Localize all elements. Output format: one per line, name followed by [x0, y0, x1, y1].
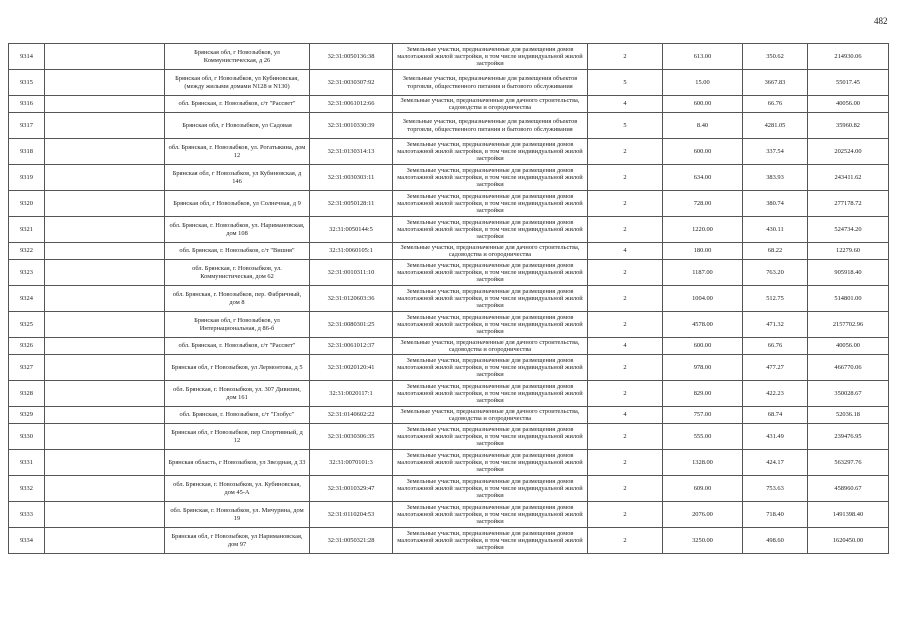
cadastral-value-cell: 524734.20	[808, 217, 889, 243]
land-use-cell: Земельные участки, предназначенные для размещения домов малоэтажной жилой застройки, в том числе индивидуальной жилой застройки	[393, 502, 588, 528]
table-row	[9, 44, 889, 70]
cadastral-value-cell: 40056.00	[808, 338, 889, 355]
address-cell: Брянская область, г Новозыбков, ул Звездная, д 33	[165, 450, 310, 476]
cadastral-number-cell: 32:31:0010329:47	[310, 476, 393, 502]
row-spacer	[45, 70, 165, 96]
group-cell: 2	[588, 476, 663, 502]
cadastral-value-cell: 40056.00	[808, 96, 889, 113]
unit-value-cell: 753.63	[743, 476, 808, 502]
cadastral-number-cell: 32:31:0020120:41	[310, 355, 393, 381]
cadastral-value-cell: 1491398.40	[808, 502, 889, 528]
area-cell: 1187.00	[663, 260, 743, 286]
address-cell: Брянская обл, г Новозыбков, ул Кубиновская, д 146	[165, 165, 310, 191]
row-number: 9327	[9, 355, 45, 381]
area-cell: 609.00	[663, 476, 743, 502]
unit-value-cell: 422.23	[743, 381, 808, 407]
area-cell: 4578.00	[663, 312, 743, 338]
address-cell: Брянская обл, г Новозыбков, ул Интернациональная, д 86-б	[165, 312, 310, 338]
area-cell: 1220.00	[663, 217, 743, 243]
row-number: 9314	[9, 44, 45, 70]
unit-value-cell: 424.17	[743, 450, 808, 476]
row-spacer	[45, 139, 165, 165]
unit-value-cell: 66.76	[743, 338, 808, 355]
row-spacer	[45, 528, 165, 554]
cadastral-value-cell: 563297.76	[808, 450, 889, 476]
table-row	[9, 407, 889, 424]
land-use-cell: Земельные участки, предназначенные для размещения домов малоэтажной жилой застройки, в том числе индивидуальной жилой застройки	[393, 476, 588, 502]
land-use-cell: Земельные участки, предназначенные для размещения домов малоэтажной жилой застройки, в том числе индивидуальной жилой застройки	[393, 312, 588, 338]
unit-value-cell: 66.76	[743, 96, 808, 113]
row-spacer	[45, 381, 165, 407]
land-use-cell: Земельные участки, предназначенные для размещения домов малоэтажной жилой застройки, в том числе индивидуальной жилой застройки	[393, 355, 588, 381]
area-cell: 3250.00	[663, 528, 743, 554]
group-cell: 2	[588, 44, 663, 70]
table-row	[9, 450, 889, 476]
table-row	[9, 217, 889, 243]
cadastral-number-cell: 32:31:0060105:1	[310, 243, 393, 260]
cadastral-value-cell: 514801.00	[808, 286, 889, 312]
address-cell: Брянская обл, г Новозыбков, пер Спортивный, д 12	[165, 424, 310, 450]
row-spacer	[45, 191, 165, 217]
row-number: 9322	[9, 243, 45, 260]
table-row	[9, 355, 889, 381]
table-row	[9, 338, 889, 355]
address-cell: обл. Брянская, г. Новозыбков, ул. Рогатыкина, дом 12	[165, 139, 310, 165]
table-row	[9, 381, 889, 407]
address-cell: Брянская обл, г Новозыбков, ул Садовая	[165, 113, 310, 139]
area-cell: 600.00	[663, 96, 743, 113]
land-use-cell: Земельные участки, предназначенные для дачного строительства, садоводства и огородничества	[393, 96, 588, 113]
group-cell: 2	[588, 312, 663, 338]
land-use-cell: Земельные участки, предназначенные для размещения домов малоэтажной жилой застройки, в том числе индивидуальной жилой застройки	[393, 191, 588, 217]
row-number: 9319	[9, 165, 45, 191]
address-cell: обл. Брянская, г. Новозыбков, с/т "Вишня"	[165, 243, 310, 260]
address-cell: обл. Брянская, г. Новозыбков, с/т "Глобус"	[165, 407, 310, 424]
cadastral-number-cell: 32:31:0050136:38	[310, 44, 393, 70]
unit-value-cell: 430.11	[743, 217, 808, 243]
row-spacer	[45, 217, 165, 243]
row-spacer	[45, 355, 165, 381]
land-use-cell: Земельные участки, предназначенные для размещения домов малоэтажной жилой застройки, в том числе индивидуальной жилой застройки	[393, 450, 588, 476]
land-use-cell: Земельные участки, предназначенные для размещения домов малоэтажной жилой застройки, в том числе индивидуальной жилой застройки	[393, 528, 588, 554]
row-number: 9331	[9, 450, 45, 476]
cadastral-value-cell: 243411.62	[808, 165, 889, 191]
address-cell: Брянская обл, г Новозыбков, ул Солнечная, д 9	[165, 191, 310, 217]
table-row	[9, 113, 889, 139]
address-cell: обл. Брянская, г. Новозыбков, с/т "Рассвет"	[165, 96, 310, 113]
group-cell: 2	[588, 165, 663, 191]
land-use-cell: Земельные участки, предназначенные для размещения домов малоэтажной жилой застройки, в том числе индивидуальной жилой застройки	[393, 165, 588, 191]
land-use-cell: Земельные участки, предназначенные для размещения объектов торговли, общественного питания и бытового обслуживания	[393, 70, 588, 96]
land-use-cell: Земельные участки, предназначенные для размещения домов малоэтажной жилой застройки, в том числе индивидуальной жилой застройки	[393, 139, 588, 165]
unit-value-cell: 3667.83	[743, 70, 808, 96]
area-cell: 180.00	[663, 243, 743, 260]
row-spacer	[45, 243, 165, 260]
address-cell: Брянская обл, г Новозыбков, ул Кубиновская, (между жилыми домами N128 и N130)	[165, 70, 310, 96]
cadastral-value-cell: 52036.18	[808, 407, 889, 424]
cadastral-number-cell: 32:31:0030303:11	[310, 165, 393, 191]
address-cell: Брянская обл, г Новозыбков, ул Наримановская, дом 97	[165, 528, 310, 554]
unit-value-cell: 512.75	[743, 286, 808, 312]
row-number: 9329	[9, 407, 45, 424]
cadastral-number-cell: 32:31:0020117:1	[310, 381, 393, 407]
cadastral-number-cell: 32:31:0030306:35	[310, 424, 393, 450]
unit-value-cell: 431.49	[743, 424, 808, 450]
table-row	[9, 243, 889, 260]
row-number: 9330	[9, 424, 45, 450]
cadastral-value-cell: 2157702.96	[808, 312, 889, 338]
cadastral-value-cell: 1620450.00	[808, 528, 889, 554]
group-cell: 5	[588, 113, 663, 139]
land-use-cell: Земельные участки, предназначенные для размещения домов малоэтажной жилой застройки, в том числе индивидуальной жилой застройки	[393, 424, 588, 450]
row-number: 9320	[9, 191, 45, 217]
address-cell: обл. Брянская, г. Новозыбков, ул. Коммунистическая, дом 62	[165, 260, 310, 286]
table-row	[9, 139, 889, 165]
group-cell: 2	[588, 424, 663, 450]
address-cell: обл. Брянская, г. Новозыбков, ул. Мичурина, дом 19	[165, 502, 310, 528]
group-cell: 2	[588, 217, 663, 243]
row-number: 9326	[9, 338, 45, 355]
address-cell: обл. Брянская, г. Новозыбков, ул. 307 Дивизии, дом 161	[165, 381, 310, 407]
land-use-cell: Земельные участки, предназначенные для размещения домов малоэтажной жилой застройки, в том числе индивидуальной жилой застройки	[393, 44, 588, 70]
row-number: 9334	[9, 528, 45, 554]
area-cell: 8.40	[663, 113, 743, 139]
group-cell: 4	[588, 338, 663, 355]
address-cell: Брянская обл, г Новозыбков, ул Коммунистическая, д 26	[165, 44, 310, 70]
row-number: 9317	[9, 113, 45, 139]
cadastral-value-cell: 35960.82	[808, 113, 889, 139]
address-cell: обл. Брянская, г. Новозыбков, с/т "Рассвет"	[165, 338, 310, 355]
address-cell: обл. Брянская, г. Новозыбков, ул. Наримановская, дом 108	[165, 217, 310, 243]
cadastral-value-cell: 458960.67	[808, 476, 889, 502]
row-spacer	[45, 407, 165, 424]
cadastral-value-cell: 214930.06	[808, 44, 889, 70]
cadastral-number-cell: 32:31:0030307:92	[310, 70, 393, 96]
land-use-cell: Земельные участки, предназначенные для дачного строительства, садоводства и огородничества	[393, 338, 588, 355]
cadastral-number-cell: 32:31:0061012:66	[310, 96, 393, 113]
address-cell: обл. Брянская, г. Новозыбков, пер. Фабричный, дом 8	[165, 286, 310, 312]
unit-value-cell: 477.27	[743, 355, 808, 381]
cadastral-number-cell: 32:31:0110204:53	[310, 502, 393, 528]
row-spacer	[45, 338, 165, 355]
cadastral-number-cell: 32:31:0140602:22	[310, 407, 393, 424]
row-number: 9323	[9, 260, 45, 286]
row-spacer	[45, 476, 165, 502]
unit-value-cell: 350.62	[743, 44, 808, 70]
land-use-cell: Земельные участки, предназначенные для размещения домов малоэтажной жилой застройки, в том числе индивидуальной жилой застройки	[393, 286, 588, 312]
unit-value-cell: 383.93	[743, 165, 808, 191]
group-cell: 4	[588, 96, 663, 113]
cadastral-number-cell: 32:31:0080301:25	[310, 312, 393, 338]
row-number: 9324	[9, 286, 45, 312]
area-cell: 600.00	[663, 338, 743, 355]
group-cell: 4	[588, 243, 663, 260]
cadastral-value-cell: 277178.72	[808, 191, 889, 217]
cadastral-value-table	[8, 43, 889, 554]
row-spacer	[45, 286, 165, 312]
cadastral-value-cell: 239476.95	[808, 424, 889, 450]
cadastral-value-cell: 55017.45	[808, 70, 889, 96]
group-cell: 2	[588, 191, 663, 217]
unit-value-cell: 498.60	[743, 528, 808, 554]
row-number: 9321	[9, 217, 45, 243]
unit-value-cell: 471.32	[743, 312, 808, 338]
group-cell: 4	[588, 407, 663, 424]
row-spacer	[45, 96, 165, 113]
area-cell: 634.00	[663, 165, 743, 191]
table-row	[9, 260, 889, 286]
row-spacer	[45, 113, 165, 139]
group-cell: 2	[588, 286, 663, 312]
cadastral-number-cell: 32:31:0130314:13	[310, 139, 393, 165]
cadastral-number-cell: 32:31:0010330:39	[310, 113, 393, 139]
table-row	[9, 476, 889, 502]
area-cell: 1004.00	[663, 286, 743, 312]
area-cell: 757.00	[663, 407, 743, 424]
table-row	[9, 312, 889, 338]
area-cell: 728.00	[663, 191, 743, 217]
address-cell: обл. Брянская, г. Новозыбков, ул. Кубиновская, дом 45-А	[165, 476, 310, 502]
address-cell: Брянская обл, г Новозыбков, ул Лермонтова, д 5	[165, 355, 310, 381]
table-row	[9, 528, 889, 554]
area-cell: 978.00	[663, 355, 743, 381]
table-row	[9, 424, 889, 450]
group-cell: 2	[588, 502, 663, 528]
area-cell: 613.00	[663, 44, 743, 70]
unit-value-cell: 4281.05	[743, 113, 808, 139]
cadastral-value-cell: 905918.40	[808, 260, 889, 286]
cadastral-number-cell: 32:31:0061012:37	[310, 338, 393, 355]
row-number: 9315	[9, 70, 45, 96]
land-use-cell: Земельные участки, предназначенные для размещения домов малоэтажной жилой застройки, в том числе индивидуальной жилой застройки	[393, 260, 588, 286]
row-spacer	[45, 502, 165, 528]
table-row	[9, 502, 889, 528]
cadastral-number-cell: 32:31:0050144:5	[310, 217, 393, 243]
table-row	[9, 96, 889, 113]
cadastral-value-cell: 466770.06	[808, 355, 889, 381]
land-use-cell: Земельные участки, предназначенные для дачного строительства, садоводства и огородничества	[393, 243, 588, 260]
cadastral-number-cell: 32:31:0050321:28	[310, 528, 393, 554]
area-cell: 1328.00	[663, 450, 743, 476]
area-cell: 829.00	[663, 381, 743, 407]
group-cell: 2	[588, 528, 663, 554]
page-number: 482	[874, 16, 888, 26]
group-cell: 2	[588, 139, 663, 165]
unit-value-cell: 337.54	[743, 139, 808, 165]
cadastral-value-cell: 350028.67	[808, 381, 889, 407]
land-use-cell: Земельные участки, предназначенные для дачного строительства, садоводства и огородничества	[393, 407, 588, 424]
row-number: 9318	[9, 139, 45, 165]
group-cell: 2	[588, 450, 663, 476]
table-row	[9, 191, 889, 217]
unit-value-cell: 718.40	[743, 502, 808, 528]
land-use-cell: Земельные участки, предназначенные для размещения объектов торговли, общественного питания и бытового обслуживания	[393, 113, 588, 139]
table-row	[9, 70, 889, 96]
area-cell: 15.00	[663, 70, 743, 96]
group-cell: 5	[588, 70, 663, 96]
table-body	[9, 44, 889, 554]
row-spacer	[45, 44, 165, 70]
land-use-cell: Земельные участки, предназначенные для размещения домов малоэтажной жилой застройки, в том числе индивидуальной жилой застройки	[393, 217, 588, 243]
group-cell: 2	[588, 355, 663, 381]
row-spacer	[45, 312, 165, 338]
cadastral-number-cell: 32:31:0070101:3	[310, 450, 393, 476]
unit-value-cell: 68.74	[743, 407, 808, 424]
table-row	[9, 165, 889, 191]
row-spacer	[45, 165, 165, 191]
group-cell: 2	[588, 260, 663, 286]
cadastral-number-cell: 32:31:0120603:36	[310, 286, 393, 312]
unit-value-cell: 380.74	[743, 191, 808, 217]
table-row	[9, 286, 889, 312]
land-use-cell: Земельные участки, предназначенные для размещения домов малоэтажной жилой застройки, в том числе индивидуальной жилой застройки	[393, 381, 588, 407]
row-number: 9316	[9, 96, 45, 113]
unit-value-cell: 68.22	[743, 243, 808, 260]
group-cell: 2	[588, 381, 663, 407]
cadastral-value-cell: 202524.00	[808, 139, 889, 165]
area-cell: 600.00	[663, 139, 743, 165]
row-spacer	[45, 260, 165, 286]
area-cell: 555.00	[663, 424, 743, 450]
area-cell: 2076.00	[663, 502, 743, 528]
row-number: 9333	[9, 502, 45, 528]
row-number: 9328	[9, 381, 45, 407]
row-number: 9332	[9, 476, 45, 502]
row-spacer	[45, 450, 165, 476]
unit-value-cell: 763.20	[743, 260, 808, 286]
cadastral-value-cell: 12279.60	[808, 243, 889, 260]
cadastral-number-cell: 32:31:0010311:10	[310, 260, 393, 286]
row-spacer	[45, 424, 165, 450]
row-number: 9325	[9, 312, 45, 338]
cadastral-number-cell: 32:31:0050128:11	[310, 191, 393, 217]
